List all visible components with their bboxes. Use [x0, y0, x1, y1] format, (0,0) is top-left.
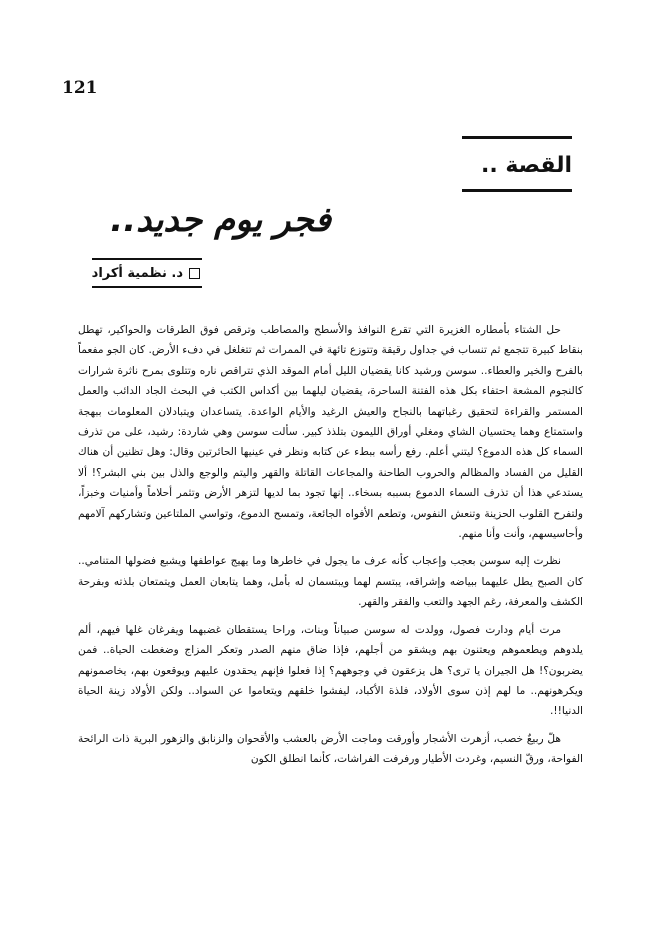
paragraph-3: مرت أيام ودارت فصول، وولدت له سوسن صبياناً وبنات، وراحا يستقطان غضبهما ويفرغان غلها فيهم، ألم يلدوهم ويطعموهم ويعتنون بهم ويشقو من أجلهم، فإذا ضاق منهم الصدر وتعكر المزاج وضغطت الحياة.. فمن يضربون؟! هل الجيران يا ترى؟ هل يزعقون في وجوههم؟ إذا فعلوا فإنهم يحقدون عليهم ويوقعون بهم، يخاصمونهم ويكرهونهم.. ما لهم إذن سوى الأولاد، فلذة الأكباد، ليفشوا خلقهم ويتعاموا عن السواد.. ولكن الأولاد زينة الحياة الدنيا!!.: [78, 623, 583, 718]
article-body: [78, 320, 583, 777]
paragraph-2: نظرت إليه سوسن بعجب وإعجاب كأنه عرف ما يجول في خاطرها وما يهيج عواطفها ويشبع فضولها المتنامي.. كان الصبح يطل عليهما ببياضه وإشراقه، يبتسم لهما ويبتسمان له بأمل، وهما يتابعان العمل ويتمتعان بلذته وبفرحة الكشف والمعرفة، رغم الجهد والتعب والفقر والقهر.: [78, 555, 583, 609]
section-header-box: [462, 136, 572, 192]
author-byline: [92, 258, 202, 288]
author-name: د. نظمية أكراد: [91, 265, 183, 281]
section-title: القصة ..: [480, 153, 572, 178]
square-bullet-icon: [189, 268, 200, 279]
paragraph-1: حل الشتاء بأمطاره الغزيرة التي تقرع النوافذ والأسطح والمصاطب وترقص فوق الطرقات والحواكير، تهطل بنقاط كبيرة تتجمع ثم تنساب في جداول رقيقة وتتوزع تائهة في الممرات ثم تتغلغل في دفء الأرض. كان الجو مفعماً بالفرح والخير والعطاء.. سوسن ورشيد كانا يقضيان الليل أمام الموقد الذي تتراقص ناره وتتلوى بمرح ناثرة شرارات كالنجوم المشعة احتفاء بكل هذه الفتنة الساحرة، يقضيان ليلهما بين أكداس الكتب في البحث الجاد الدائب والعمل المستمر والقراءة لتحقيق رغباتهما بالنجاح والعيش الرغيد والأيام الواعدة. يتساعدان ويتبادلان المعلومات ببهجة واستمتاع وهما يحتسيان الشاي ومغلي أوراق الليمون بتلذذ كبير. سألت سوسن وهي شاردة: رشيد، على من تذرف السماء كل هذه الدموع؟ ليتني أعلم. رفع رأسه ببطء عن كتابه ونظر في عينيها الحائرتين وقال: وهل تظنين أن هناك القليل من الفساد والمظالم والحروب الطاحنة والمجاعات القاتلة والقهر واليتم والوجع والذل بين بني البشر؟! ألا يستدعي هذا أن تذرف السماء الدموع بسببه بسخاء.. إنها تجود بما لديها لتزهر الأرض وتثمر أحلاماً وأمنيات وخبزاً، ولتفرح القلوب الحزينة وتنعش النفوس، وتطعم الأفواه الجائعة، وتمسح الدموع، وتواسي الملتاعين وتشاركهم آلامهم وأحاسيسهم، وأنت وأنا منهم.: [78, 324, 583, 541]
paragraph-4: هلّ ربيعٌ خصب، أزهرت الأشجار وأورقت وماجت الأرض بالعشب والأقحوان والزنابق والزهور البرية ذات الرائحة الفواحة، ورقّ النسيم، وغردت الأطيار ورفرفت الفراشات، كأنما انطلق الكون: [78, 732, 583, 766]
page-number: 121: [62, 78, 98, 98]
article-title: فجر يوم جديد..: [110, 200, 331, 240]
